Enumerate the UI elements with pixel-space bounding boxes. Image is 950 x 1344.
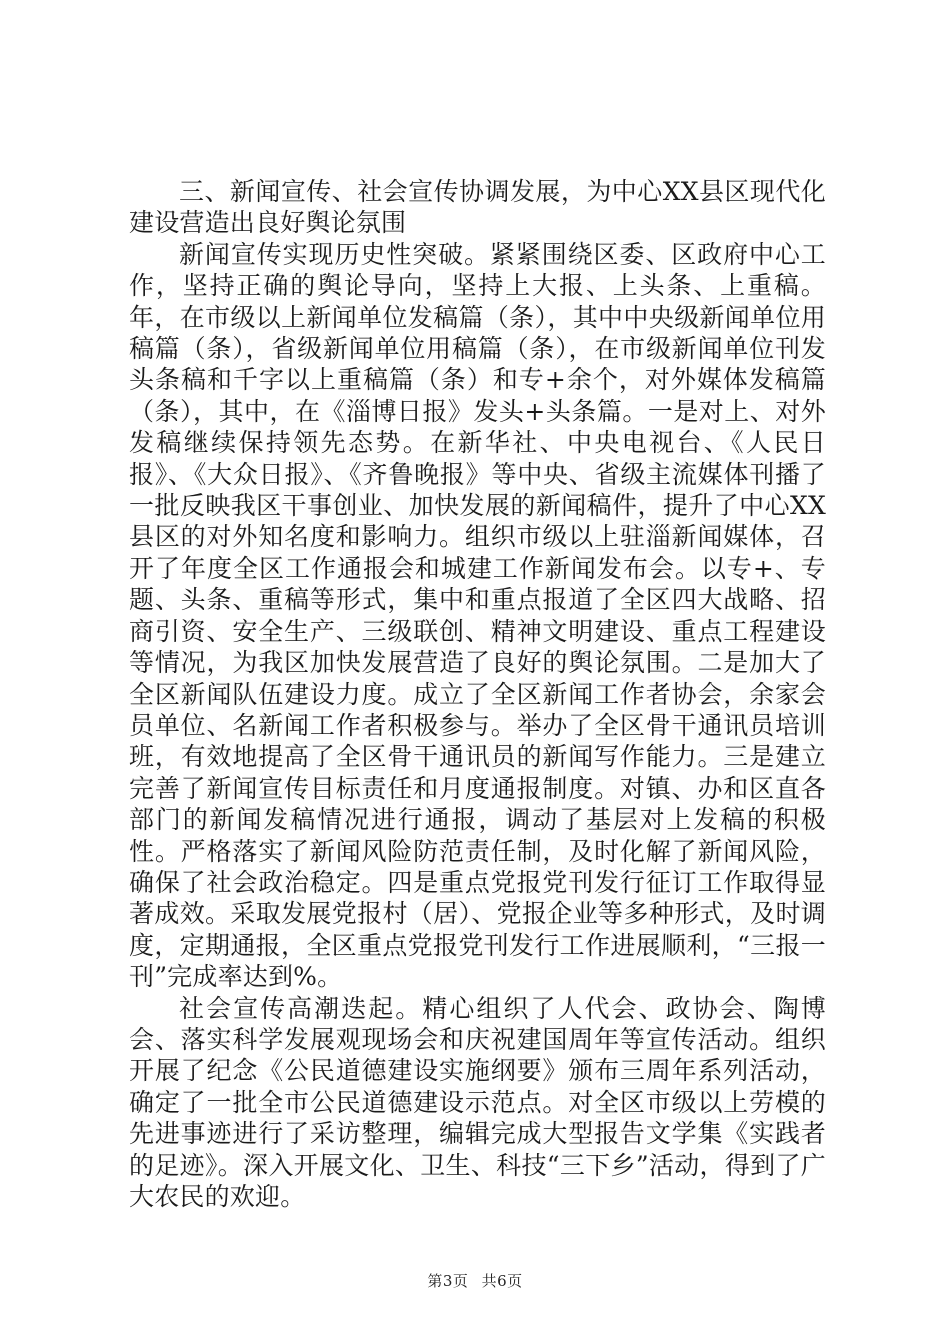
- document-body: [129, 176, 826, 1212]
- news-publicity-paragraph: 新闻宣传实现历史性突破。紧紧围绕区委、区政府中心工作，坚持正确的舆论导向，坚持上大报、上头条、上重稿。年，在市级以上新闻单位发稿篇（条），其中中央级新闻单位用稿篇（条），省级新闻单位用稿篇（条），在市级新闻单位刊发头条稿和千字以上重稿篇（条）和专+余个，对外媒体发稿篇（条），其中，在《淄博日报》发头+头条篇。一是对上、对外发稿继续保持领先态势。在新华社、中央电视台、《人民日报》、《大众日报》、《齐鲁晚报》等中央、省级主流媒体刊播了一批反映我区干事创业、加快发展的新闻稿件，提升了中心XX县区的对外知名度和影响力。组织市级以上驻淄新闻媒体，召开了年度全区工作通报会和城建工作新闻发布会。以专+、专题、头条、重稿等形式，集中和重点报道了全区四大战略、招商引资、安全生产、三级联创、精神文明建设、重点工程建设等情况，为我区加快发展营造了良好的舆论氛围。二是加大了全区新闻队伍建设力度。成立了全区新闻工作者协会，余家会员单位、名新闻工作者积极参与。举办了全区骨干通讯员培训班，有效地提高了全区骨干通讯员的新闻写作能力。三是建立完善了新闻宣传目标责任和月度通报制度。对镇、办和区直各部门的新闻发稿情况进行通报，调动了基层对上发稿的积极性。严格落实了新闻风险防范责任制，及时化解了新闻风险，确保了社会政治稳定。四是重点党报党刊发行征订工作取得显著成效。采取发展党报村（居）、党报企业等多种形式，及时调度，定期通报，全区重点党报党刊发行工作进展顺利，“三报一刊”完成率达到%。: [129, 239, 826, 992]
- page-footer: [0, 1272, 950, 1290]
- section-heading-paragraph: 三、新闻宣传、社会宣传协调发展，为中心XX县区现代化建设营造出良好舆论氛围: [129, 177, 826, 238]
- page-number: 第3页: [427, 1272, 469, 1290]
- page-total: 共6页: [481, 1272, 523, 1290]
- social-publicity-paragraph: 社会宣传高潮迭起。精心组织了人代会、政协会、陶博会、落实科学发展观现场会和庆祝建国周年等宣传活动。组织开展了纪念《公民道德建设实施纲要》颁布三周年系列活动，确定了一批全市公民道德建设示范点。对全区市级以上劳模的先进事迹进行了采访整理，编辑完成大型报告文学集《实践者的足迹》。深入开展文化、卫生、科技“三下乡”活动，得到了广大农民的欢迎。: [129, 993, 826, 1211]
